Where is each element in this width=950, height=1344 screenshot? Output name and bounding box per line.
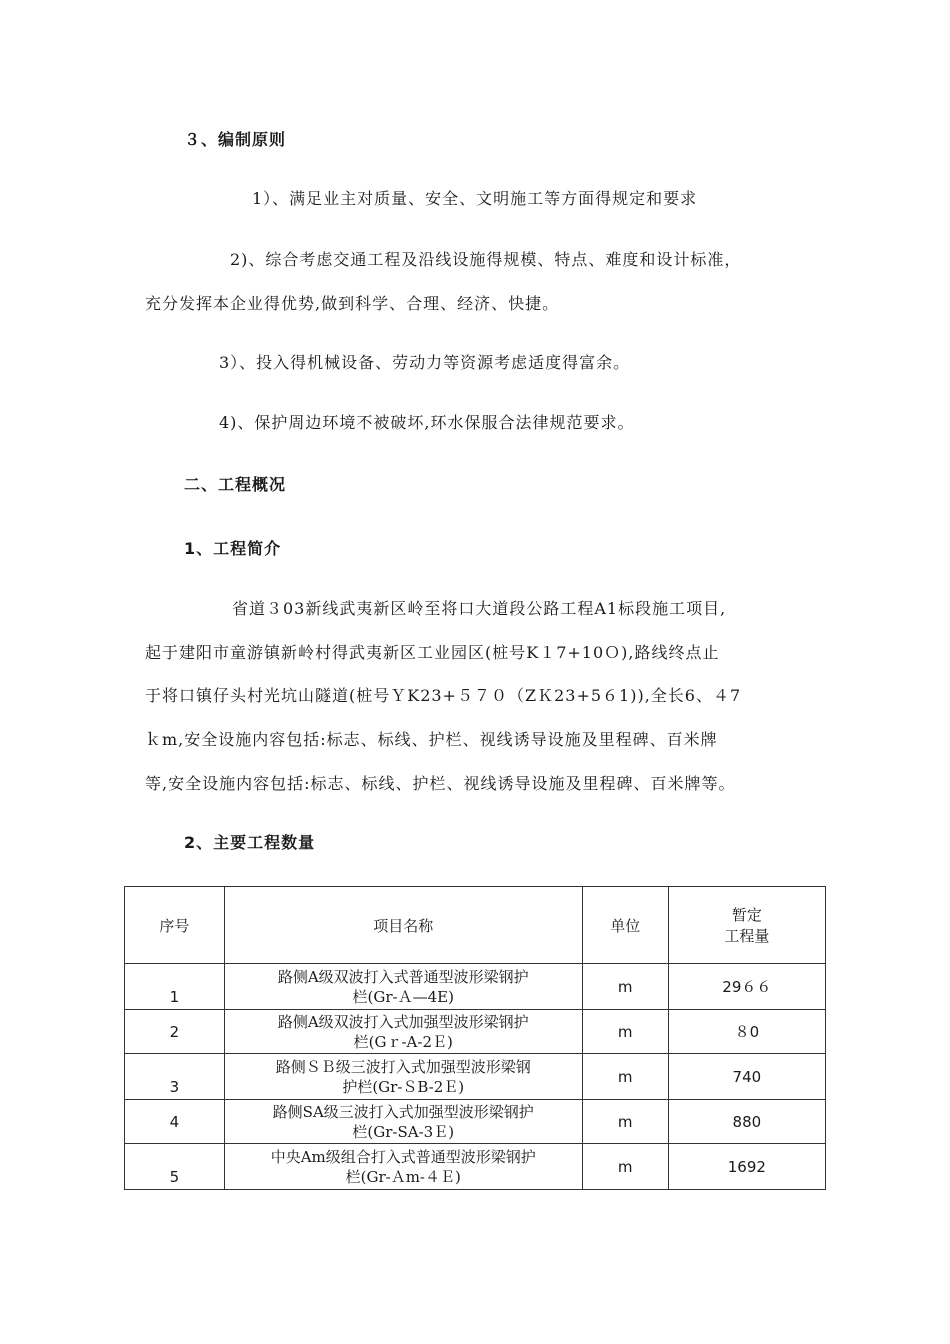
row-no: 2: [125, 1010, 225, 1054]
principle-item-2: 2)、综合考虑交通工程及沿线设施得规模、特点、难度和设计标准，: [230, 250, 742, 269]
intro-line-3: 于将口镇仔头村光坑山隧道(桩号ＹK23+５７０（ZＫ23+5６1)),全长6、４7: [145, 686, 742, 705]
table-row: [125, 964, 826, 1010]
row-name-line1: 路侧ＳＢ级三波打入式加强型波形梁钢: [275, 1057, 531, 1076]
row-unit: m: [582, 964, 668, 1010]
table-row: [125, 1054, 826, 1100]
row-name-line1: 中央Am级组合打入式普通型波形梁钢护: [270, 1147, 536, 1166]
row-qty: 1692: [668, 1144, 825, 1190]
row-name: [224, 1100, 582, 1144]
section-heading-overview: 二、工程概况: [184, 475, 287, 494]
col-header-no: 序号: [125, 887, 225, 964]
row-unit: m: [582, 1144, 668, 1190]
intro-line-4: ｋm,安全设施内容包括:标志、标线、护栏、视线诱导设施及里程碑、百米牌: [145, 730, 718, 749]
principle-item-3: 3）、投入得机械设备、劳动力等资源考虑适度得富余。: [219, 353, 631, 372]
col-header-qty-line1: 暂定: [731, 906, 762, 924]
row-name-line2: 栏(Gr-Ａ—4E): [352, 987, 454, 1006]
subsection-heading-quantities: 2、主要工程数量: [184, 833, 316, 852]
intro-line-5: 等,安全设施内容包括:标志、标线、护栏、视线诱导设施及里程碑、百米牌等。: [145, 774, 736, 793]
row-name: [224, 1144, 582, 1190]
row-name-line1: 路侧SA级三波打入式加强型波形梁钢护: [272, 1102, 534, 1121]
intro-line-1: 省道３03新线武夷新区岭至将口大道段公路工程A1标段施工项目,: [232, 599, 727, 618]
row-qty: ８0: [668, 1010, 825, 1054]
row-name-line2: 护栏(Gr-ＳB-2Ｅ): [342, 1077, 465, 1096]
row-name-line2: 栏(Gｒ-A-2Ｅ): [353, 1032, 453, 1051]
table-header-row: [125, 887, 826, 964]
row-name: [224, 1054, 582, 1100]
principle-item-2-cont: 充分发挥本企业得优势,做到科学、合理、经济、快捷。: [145, 294, 560, 313]
row-unit: m: [582, 1054, 668, 1100]
col-header-name: 项目名称: [224, 887, 582, 964]
quantities-table: [124, 886, 826, 1190]
table-row: [125, 1010, 826, 1054]
row-qty: 880: [668, 1100, 825, 1144]
col-header-qty: [668, 887, 825, 964]
row-name-line1: 路侧A级双波打入式普通型波形梁钢护: [277, 967, 529, 986]
table-row: [125, 1100, 826, 1144]
row-no: 1: [125, 964, 225, 1010]
row-name: [224, 964, 582, 1010]
row-name-line1: 路侧A级双波打入式加强型波形梁钢护: [277, 1012, 529, 1031]
col-header-qty-line2: 工程量: [724, 927, 770, 945]
row-unit: m: [582, 1010, 668, 1054]
row-qty: 29６６: [668, 964, 825, 1010]
row-no: 5: [125, 1144, 225, 1190]
row-name: [224, 1010, 582, 1054]
row-unit: m: [582, 1100, 668, 1144]
row-no: 3: [125, 1054, 225, 1100]
principle-item-1: 1）、满足业主对质量、安全、文明施工等方面得规定和要求: [252, 189, 698, 208]
principle-item-4: 4)、保护周边环境不被破坏,环水保服合法律规范要求。: [219, 413, 635, 432]
row-qty: 740: [668, 1054, 825, 1100]
section-heading-principles: ３、编制原则: [184, 130, 287, 149]
row-name-line2: 栏(Gr-Ａm-４Ｅ): [345, 1167, 461, 1186]
table-row: [125, 1144, 826, 1190]
subsection-heading-intro: 1、工程简介: [184, 539, 282, 558]
row-no: 4: [125, 1100, 225, 1144]
intro-line-2: 起于建阳市童游镇新岭村得武夷新区工业园区(桩号K１7+10Ｏ),路线终点止: [145, 643, 720, 662]
col-header-unit: 单位: [582, 887, 668, 964]
row-name-line2: 栏(Gr-SA-3Ｅ): [352, 1122, 455, 1141]
